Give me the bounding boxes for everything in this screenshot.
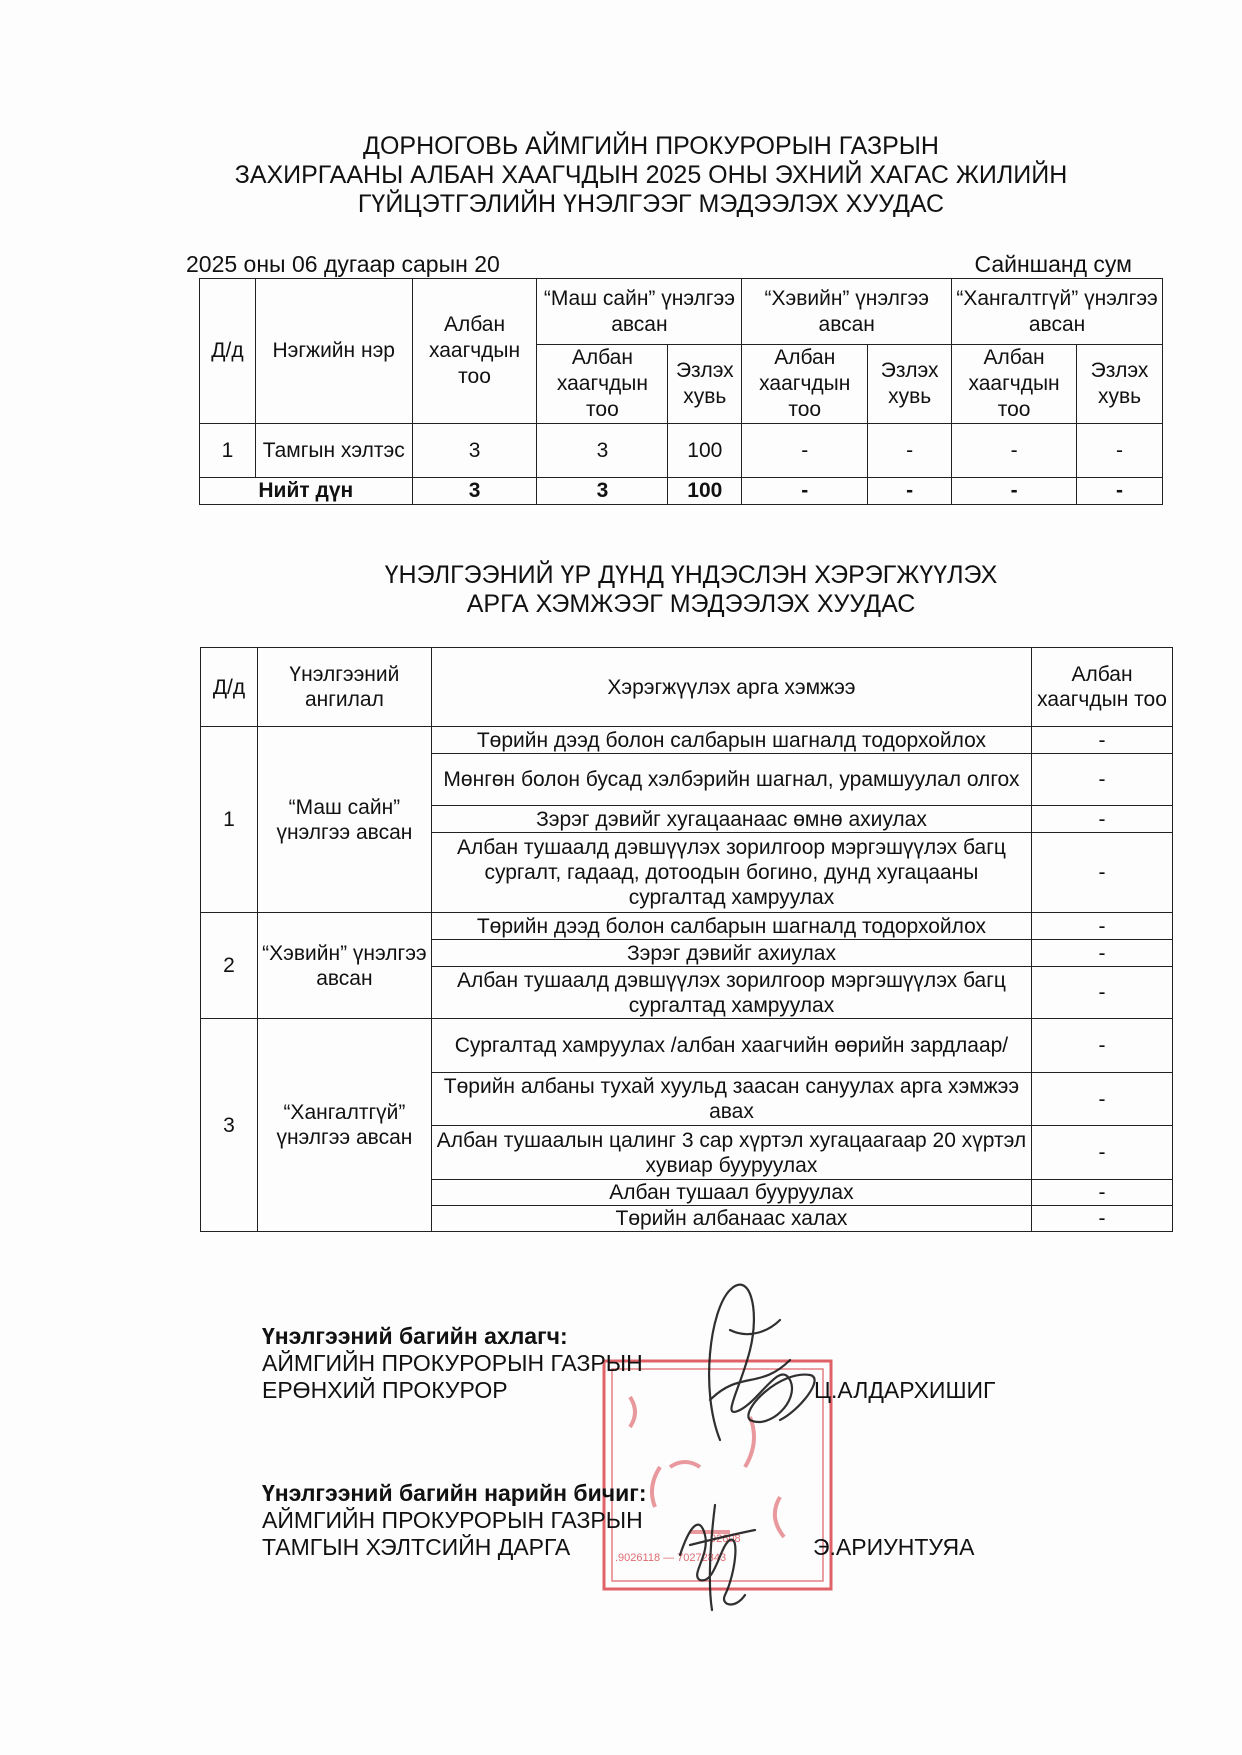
leader-name: Ц.АЛДАРХИШИГ xyxy=(814,1377,996,1403)
measure-cell: Мөнгөн болон бусад хэлбэрийн шагнал, урамшуулал олгох xyxy=(431,754,1031,806)
header-no: Д/д xyxy=(201,648,258,727)
group-no: 2 xyxy=(201,913,258,1019)
header-sub-count: Албан хаагчдын тоо xyxy=(952,345,1077,424)
cell-n-count: - xyxy=(742,424,868,478)
header-sub-count: Албан хаагчдын тоо xyxy=(742,345,868,424)
count-cell: - xyxy=(1032,754,1173,806)
total-n-pct: - xyxy=(868,478,952,505)
document-date: 2025 оны 06 дугаар сарын 20 xyxy=(186,251,500,277)
total-row xyxy=(200,478,1163,505)
count-cell: - xyxy=(1032,1073,1173,1126)
count-cell: - xyxy=(1032,967,1173,1019)
group-no: 3 xyxy=(201,1019,258,1232)
count-cell: - xyxy=(1032,833,1173,913)
secretary-signature-block xyxy=(262,1480,646,1561)
header-sub-count: Албан хаагчдын тоо xyxy=(537,345,668,424)
count-cell: - xyxy=(1032,1019,1173,1073)
section-title xyxy=(0,561,1242,619)
evaluation-summary-table xyxy=(199,278,1163,505)
cell-p-count: - xyxy=(952,424,1077,478)
group-no: 1 xyxy=(201,727,258,913)
cell-unit: Тамгын хэлтэс xyxy=(255,424,412,478)
count-cell: - xyxy=(1032,1180,1173,1206)
total-ex-count: 3 xyxy=(537,478,668,505)
table-row xyxy=(201,913,1173,940)
section-title-line-1: ҮНЭЛГЭЭНИЙ ҮР ДҮНД ҮНДЭСЛЭН ХЭРЭГЖҮҮЛЭХ xyxy=(384,561,998,589)
group-category: “Хэвийн” үнэлгээ авсан xyxy=(257,913,431,1019)
table-row xyxy=(201,727,1173,754)
total-label: Нийт дүн xyxy=(200,478,413,505)
secretary-role: Үнэлгээний багийн нарийн бичиг: xyxy=(262,1480,647,1506)
header-measure: Хэрэгжүүлэх арга хэмжээ xyxy=(431,648,1031,727)
total-ex-pct: 100 xyxy=(668,478,742,505)
title-line-2: ЗАХИРГААНЫ АЛБАН ХААГЧДЫН 2025 ОНЫ ЭХНИЙ ХАГАС ЖИЛИЙН xyxy=(234,161,1068,189)
stamp-number: 92608 xyxy=(710,1533,741,1545)
leader-title: ЕРӨНХИЙ ПРОКУРОР xyxy=(262,1377,508,1403)
document-place: Сайншанд сум xyxy=(974,251,1132,277)
stamp-phones: .9026118 — 70272843 xyxy=(615,1552,727,1564)
cell-ex-count: 3 xyxy=(537,424,668,478)
measure-cell: Зэрэг дэвийг хугацаанаас өмнө ахиулах xyxy=(431,806,1031,833)
secretary-name: Э.АРИУНТУЯА xyxy=(813,1534,975,1560)
header-sub-pct: Эзлэх хувь xyxy=(868,345,952,424)
header-no: Д/д xyxy=(200,279,256,424)
date-line xyxy=(186,251,1132,278)
measure-cell: Албан тушаалын цалинг 3 сар хүртэл хугацаагаар 20 хүртэл хувиар бууруулах xyxy=(431,1126,1031,1180)
title-line-3: ГҮЙЦЭТГЭЛИЙН ҮНЭЛГЭЭГ МЭДЭЭЛЭХ ХУУДАС xyxy=(357,190,945,218)
group-category: “Хангалтгүй” үнэлгээ авсан xyxy=(257,1019,431,1232)
measure-cell: Албан тушаалд дэвшүүлэх зорилгоор мэргэшүүлэх багц сургалт, гадаад, дотоодын богино, дунд хугацааны сургалтад хамруулах xyxy=(431,833,1031,913)
total-n-count: - xyxy=(742,478,868,505)
secretary-handwritten-signature xyxy=(660,1485,780,1615)
title-line-1: ДОРНОГОВЬ АЙМГИЙН ПРОКУРОРЫН ГАЗРЫН xyxy=(363,132,939,160)
count-cell: - xyxy=(1032,806,1173,833)
header-sub-pct: Эзлэх хувь xyxy=(668,345,742,424)
leader-signature-block xyxy=(262,1323,643,1404)
count-cell: - xyxy=(1032,1126,1173,1180)
header-count: Албан хаагчдын тоо xyxy=(1032,648,1173,727)
group-category: “Маш сайн” үнэлгээ авсан xyxy=(257,727,431,913)
measure-cell: Төрийн албаны тухай хуульд заасан сануулах арга хэмжээ авах xyxy=(431,1073,1031,1126)
leader-org: АЙМГИЙН ПРОКУРОРЫН ГАЗРЫН xyxy=(262,1350,643,1376)
header-sub-pct: Эзлэх хувь xyxy=(1077,345,1163,424)
count-cell: - xyxy=(1032,727,1173,754)
document-title xyxy=(0,132,1242,219)
leader-handwritten-signature xyxy=(680,1270,840,1460)
secretary-title: ТАМГЫН ХЭЛТСИЙН ДАРГА xyxy=(262,1534,571,1560)
measure-cell: Төрийн дээд болон салбарын шагналд тодорхойлох xyxy=(431,913,1031,940)
measure-cell: Зэрэг дэвийг ахиулах xyxy=(431,940,1031,967)
section-title-line-2: АРГА ХЭМЖЭЭГ МЭДЭЭЛЭХ ХУУДАС xyxy=(466,590,916,618)
cell-count: 3 xyxy=(412,424,537,478)
measure-cell: Төрийн албанаас халах xyxy=(431,1206,1031,1232)
cell-n-pct: - xyxy=(868,424,952,478)
header-excellent: “Маш сайн” үнэлгээ авсан xyxy=(537,279,742,345)
count-cell: - xyxy=(1032,940,1173,967)
measure-cell: Төрийн дээд болон салбарын шагналд тодорхойлох xyxy=(431,727,1031,754)
measure-cell: Сургалтад хамруулах /албан хаагчийн өөрийн зардлаар/ xyxy=(431,1019,1031,1073)
secretary-org: АЙМГИЙН ПРОКУРОРЫН ГАЗРЫН xyxy=(262,1507,643,1533)
table-row xyxy=(200,424,1163,478)
header-normal: “Хэвийн” үнэлгээ авсан xyxy=(742,279,952,345)
header-count: Албан хаагчдын тоо xyxy=(412,279,537,424)
cell-no: 1 xyxy=(200,424,256,478)
measures-table xyxy=(200,647,1173,1232)
cell-ex-pct: 100 xyxy=(668,424,742,478)
table-row xyxy=(201,1019,1173,1073)
count-cell: - xyxy=(1032,913,1173,940)
header-poor: “Хангалтгүй” үнэлгээ авсан xyxy=(952,279,1163,345)
total-count: 3 xyxy=(412,478,537,505)
header-category: Үнэлгээний ангилал xyxy=(257,648,431,727)
leader-role: Үнэлгээний багийн ахлагч: xyxy=(262,1323,568,1349)
measure-cell: Албан тушаал бууруулах xyxy=(431,1180,1031,1206)
total-p-count: - xyxy=(952,478,1077,505)
measure-cell: Албан тушаалд дэвшүүлэх зорилгоор мэргэшүүлэх багц сургалтад хамруулах xyxy=(431,967,1031,1019)
total-p-pct: - xyxy=(1077,478,1163,505)
cell-p-pct: - xyxy=(1077,424,1163,478)
count-cell: - xyxy=(1032,1206,1173,1232)
header-unit: Нэгжийн нэр xyxy=(255,279,412,424)
